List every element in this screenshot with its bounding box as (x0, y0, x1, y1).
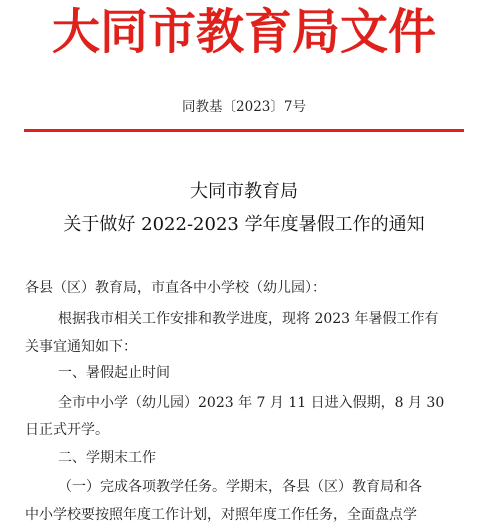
section-2-item-1-text: 学期末，各县（区）教育局和各 (226, 479, 422, 495)
section-2-heading: 二、学期末工作 (58, 450, 156, 466)
section-1-line-1: 全市中小学（幼儿园）2023 年 7 月 11 日进入假期，8 月 30 (58, 395, 445, 411)
document-number: 同教基〔2023〕7号 (182, 99, 306, 115)
notice-title-issuer: 大同市教育局 (190, 181, 298, 202)
section-1-line-2: 日正式开学。 (25, 422, 109, 438)
section-2-item-1-lead: （一）完成各项教学任务。 (58, 479, 226, 495)
section-2-item-1-line-1 (58, 478, 488, 496)
section-2-item-1-line-2: 中小学校要按照年度工作计划，对照年度工作任务，全面盘点学 (25, 507, 417, 523)
red-divider-line (24, 129, 464, 132)
notice-title-subject: 关于做好 2022-2023 学年度暑假工作的通知 (63, 214, 425, 235)
salutation: 各县（区）教育局，市直各中小学校（幼儿园）： (25, 280, 326, 296)
intro-paragraph-line-1: 根据我市相关工作安排和教学进度，现将 2023 年暑假工作有 (58, 311, 439, 327)
masthead-title: 大同市教育局文件 (51, 4, 436, 60)
section-1-heading: 一、暑假起止时间 (58, 365, 170, 381)
intro-paragraph-line-2: 关事宜通知如下： (25, 339, 137, 355)
